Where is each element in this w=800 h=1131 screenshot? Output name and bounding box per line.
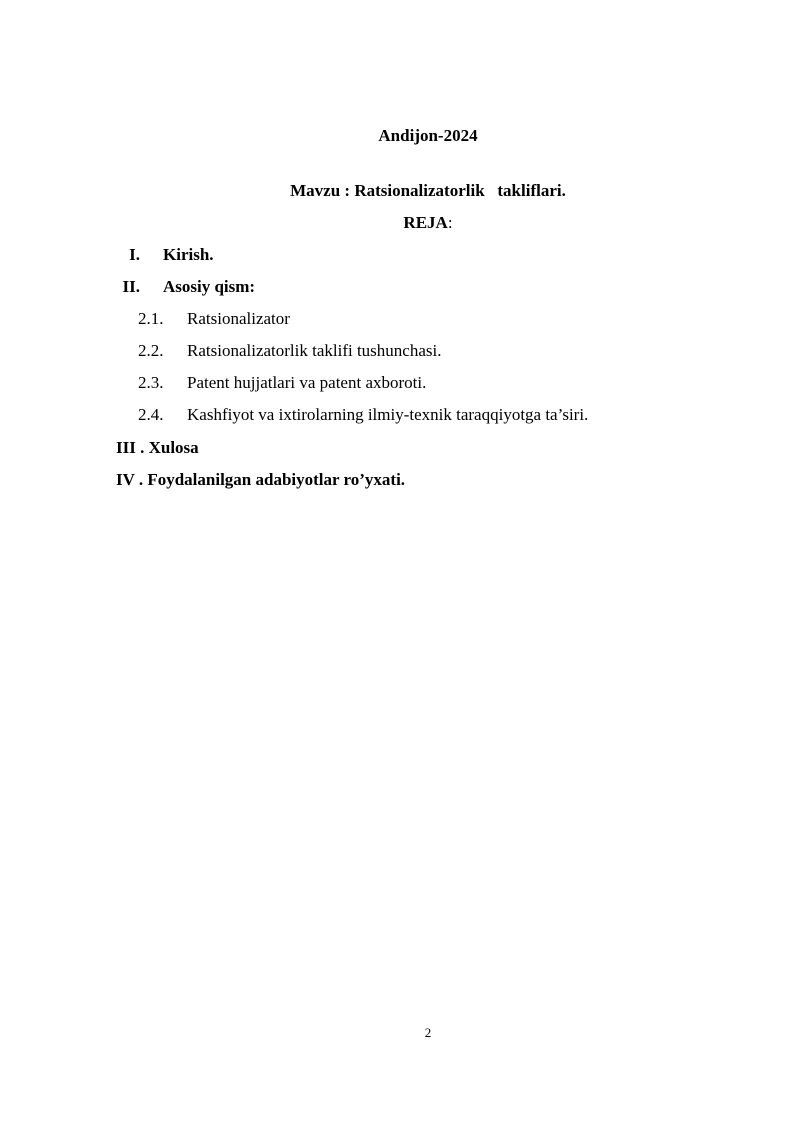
city-year: Andijon-2024	[378, 126, 478, 145]
subsection-number: 2.2.	[138, 341, 164, 360]
section-numeral: II.	[122, 277, 140, 296]
plan-subsection-2-2	[0, 341, 760, 363]
plan-subsection-2-4	[0, 405, 760, 427]
plan-title: REJA	[403, 213, 448, 232]
subsection-text: Patent hujjatlari va patent axboroti.	[187, 373, 427, 392]
plan-section-4: IV . Foydalanilgan adabiyotlar ro’yxati.	[116, 470, 406, 489]
section-numeral: I.	[129, 245, 140, 264]
section-text: Kirish.	[163, 245, 214, 264]
section-text: Asosiy qism:	[163, 277, 256, 296]
subsection-text: Ratsionalizator	[187, 309, 290, 328]
plan-section-1	[0, 245, 700, 267]
plan-section-3: III . Xulosa	[116, 438, 199, 457]
subsection-text: Kashfiyot va ixtirolarning ilmiy-texnik taraqqiyotga ta’siri.	[187, 405, 589, 424]
plan-heading	[0, 213, 800, 233]
subsection-text: Ratsionalizatorlik taklifi tushunchasi.	[187, 341, 442, 360]
subsection-number: 2.1.	[138, 309, 164, 328]
plan-subsection-2-1	[0, 309, 760, 331]
plan-subsection-2-3	[0, 373, 760, 395]
topic-title: Mavzu : Ratsionalizatorlik takliflari.	[290, 181, 566, 200]
plan-section-2	[0, 277, 700, 299]
page-number: 2	[424, 1025, 432, 1040]
subsection-number: 2.3.	[138, 373, 164, 392]
subsection-number: 2.4.	[138, 405, 164, 424]
plan-colon: :	[447, 213, 453, 232]
